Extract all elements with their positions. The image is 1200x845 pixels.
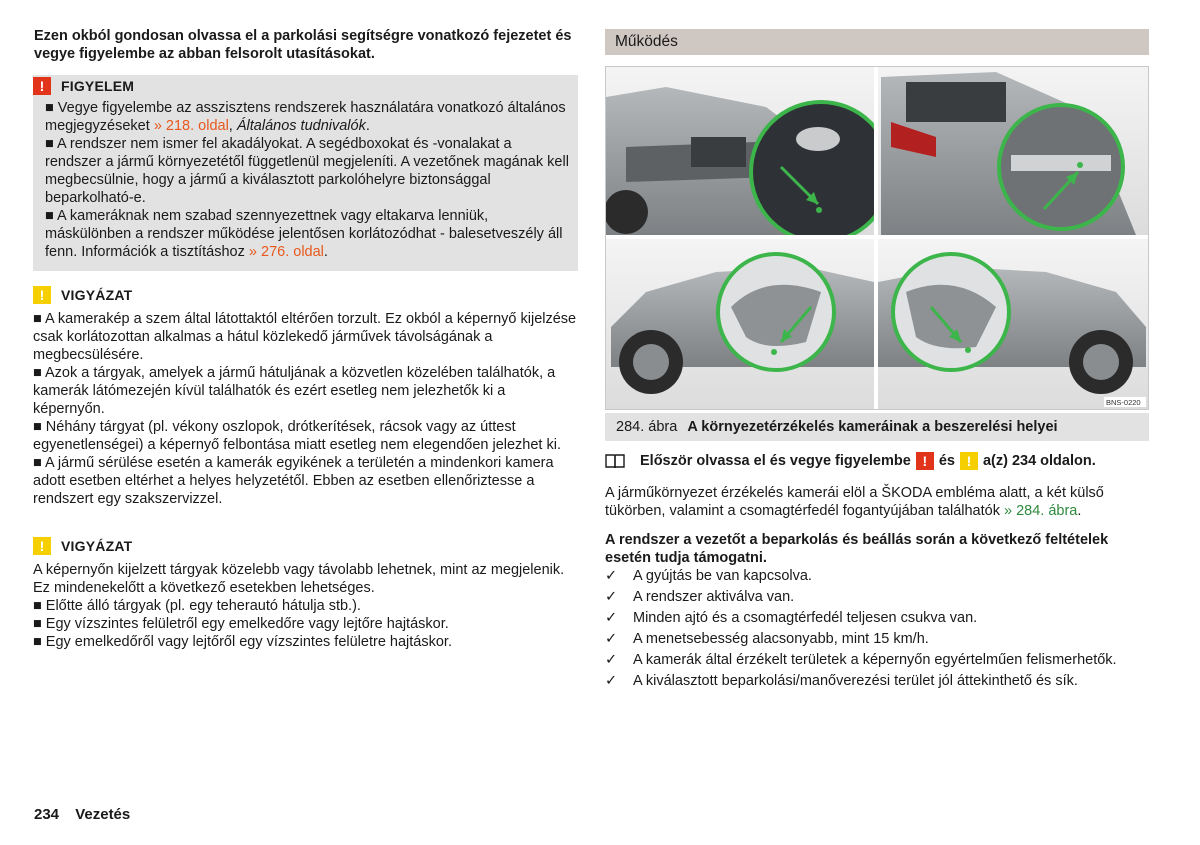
checklist-item: ✓ A gyújtás be van kapcsolva.: [605, 568, 812, 584]
figure-code: BNS-0220: [1106, 398, 1141, 407]
warning-icon: !: [33, 77, 51, 95]
book-icon: [605, 453, 625, 469]
figure-number: 284. ábra: [616, 419, 678, 435]
figure-illustration: [606, 67, 1148, 409]
caution-item: ■ Egy vízszintes felületről egy emelkedőre vagy lejtőre hajtáskor.: [33, 616, 449, 632]
check-icon: ✓: [605, 568, 618, 584]
checklist-item: ✓ Minden ajtó és a csomagtérfedél teljesen csukva van.: [605, 610, 978, 626]
intro-paragraph: Ezen okból gondosan olvassa el a parkolási segítségre vonatkozó fejezetet és vegye figyelembe az abban felsorolt utasításokat.: [34, 28, 572, 62]
section-header: [605, 29, 1149, 55]
caution-header: [33, 284, 578, 306]
caution-item: ■ Azok a tárgyak, amelyek a jármű hátuljának a közvetlen közelében találhatók, a kamerák látómezején kívül találhatók és ezért esetleg nem jelezhetők ki a képernyőn.: [33, 365, 556, 417]
check-icon: ✓: [605, 673, 618, 689]
link-page-276[interactable]: » 276. oldal: [248, 244, 324, 260]
check-icon: ✓: [605, 589, 618, 605]
caution-title: VIGYÁZAT: [61, 287, 133, 303]
checklist-item: ✓ A menetsebesség alacsonyabb, mint 15 km/h.: [605, 631, 929, 647]
check-icon: ✓: [605, 610, 618, 626]
caution-item: ■ Előtte álló tárgyak (pl. egy teherautó hátulja stb.).: [33, 598, 361, 614]
figure-camera-locations: [605, 66, 1149, 410]
panel-front-camera: [606, 67, 891, 242]
check-icon: ✓: [605, 631, 618, 647]
page-footer: [34, 806, 130, 823]
checklist-item: ✓ A kamerák által érzékelt területek a képernyőn egyértelműen felismerhetők.: [605, 652, 1117, 668]
warning-item: ■ A kameráknak nem szabad szennyezettnek vagy eltakarva lenniük, máskülönben a rendszer működése jelentősen korlátozódhat - balesetveszély áll fenn. Információk a tisztításhoz » 276. oldal.: [45, 208, 563, 260]
link-page-218[interactable]: » 218. oldal: [153, 118, 229, 134]
warning-item: ■ Vegye figyelembe az asszisztens rendszerek használatára vonatkozó általános megjegyzéseket » 218. oldal, Általános tudnivalók.: [45, 100, 566, 134]
link-figure-284[interactable]: » 284. ábra: [1004, 503, 1078, 519]
caution-item: ■ Néhány tárgyat (pl. vékony oszlopok, drótkerítések, rácsok vagy az úttest egyenetlenségei) a képernyő felbontása miatt esetleg nem elegendően jelezhet ki.: [33, 419, 561, 453]
warning-header: [33, 75, 134, 97]
warning-body: [45, 99, 570, 261]
figure-title: A környezetérzékelés kameráinak a beszerelési helyei: [687, 419, 1058, 435]
panel-left-mirror-camera: [606, 239, 874, 409]
caution-item: A képernyőn kijelzett tárgyak közelebb vagy távolabb lehetnek, mint az megjelenik. Ez mindenekelőtt a következő esetekben lehetséges.: [33, 562, 565, 596]
caution-item: ■ A jármű sérülése esetén a kamerák egyikének a területén a mindenkori kamera adott esetben eltérhet a helyes helyzetétől. Ebben az esetben ellenőriztesse a rendszert egy szakszervizzel.: [33, 455, 554, 507]
caution-item: ■ Egy emelkedőről vagy lejtőről egy vízszintes felületre hajtáskor.: [33, 634, 452, 650]
page-number: 234: [34, 806, 60, 823]
warning-box: [33, 75, 578, 271]
warning-title: FIGYELEM: [61, 78, 135, 94]
caution-icon: !: [33, 537, 51, 555]
section-title: Működés: [615, 33, 678, 50]
caution-body: [33, 561, 578, 651]
panel-right-mirror-camera: [878, 239, 1148, 409]
figure-caption: [605, 413, 1149, 441]
conditions-checklist: [605, 567, 1150, 693]
camera-location-paragraph: A járműkörnyezet érzékelés kamerái elöl a ŠKODA embléma alatt, a két külső tükörben, valamint a csomagtérfedél fogantyújában találhatók » 284. ábra.: [605, 485, 1104, 519]
caution-block-2: [33, 535, 578, 651]
panel-rear-camera: [878, 67, 1148, 235]
checklist-item: ✓ A kiválasztott beparkolási/manőverezési terület jól áttekinthető és sík.: [605, 673, 1078, 689]
caution-block-1: [33, 284, 578, 508]
section-name: Vezetés: [75, 806, 131, 823]
warning-icon: !: [916, 452, 934, 470]
caution-icon: !: [960, 452, 978, 470]
conditions-intro: A rendszer a vezetőt a beparkolás és beállás során a következő feltételek esetén tudja támogatni.: [605, 532, 1109, 566]
caution-icon: !: [33, 286, 51, 304]
caution-body: [33, 310, 578, 508]
checklist-item: ✓ A rendszer aktiválva van.: [605, 589, 795, 605]
warning-item: ■ A rendszer nem ismer fel akadályokat. A segédboxokat és -vonalakat a rendszer a jármű környezetétől függetlenül megjeleníti. A vezetőnek magának kell megbecsülnie, hogy a jármű a kiválasztott parkolóhelyre biztonsággal beparkolható-e.: [45, 136, 569, 206]
caution-title: VIGYÁZAT: [61, 538, 133, 554]
check-icon: ✓: [605, 652, 618, 668]
caution-header: [33, 535, 578, 557]
read-first-notice: Először olvassa el és vegye figyelembe ! és ! a(z) 234 oldalon.: [605, 452, 1150, 470]
caution-item: ■ A kamerakép a szem által látottaktól eltérően torzult. Ez okból a képernyő kijelzése csak korlátozottan alkalmas a hátul közlekedő járművek távolságának a megbecsülésére.: [33, 311, 577, 363]
